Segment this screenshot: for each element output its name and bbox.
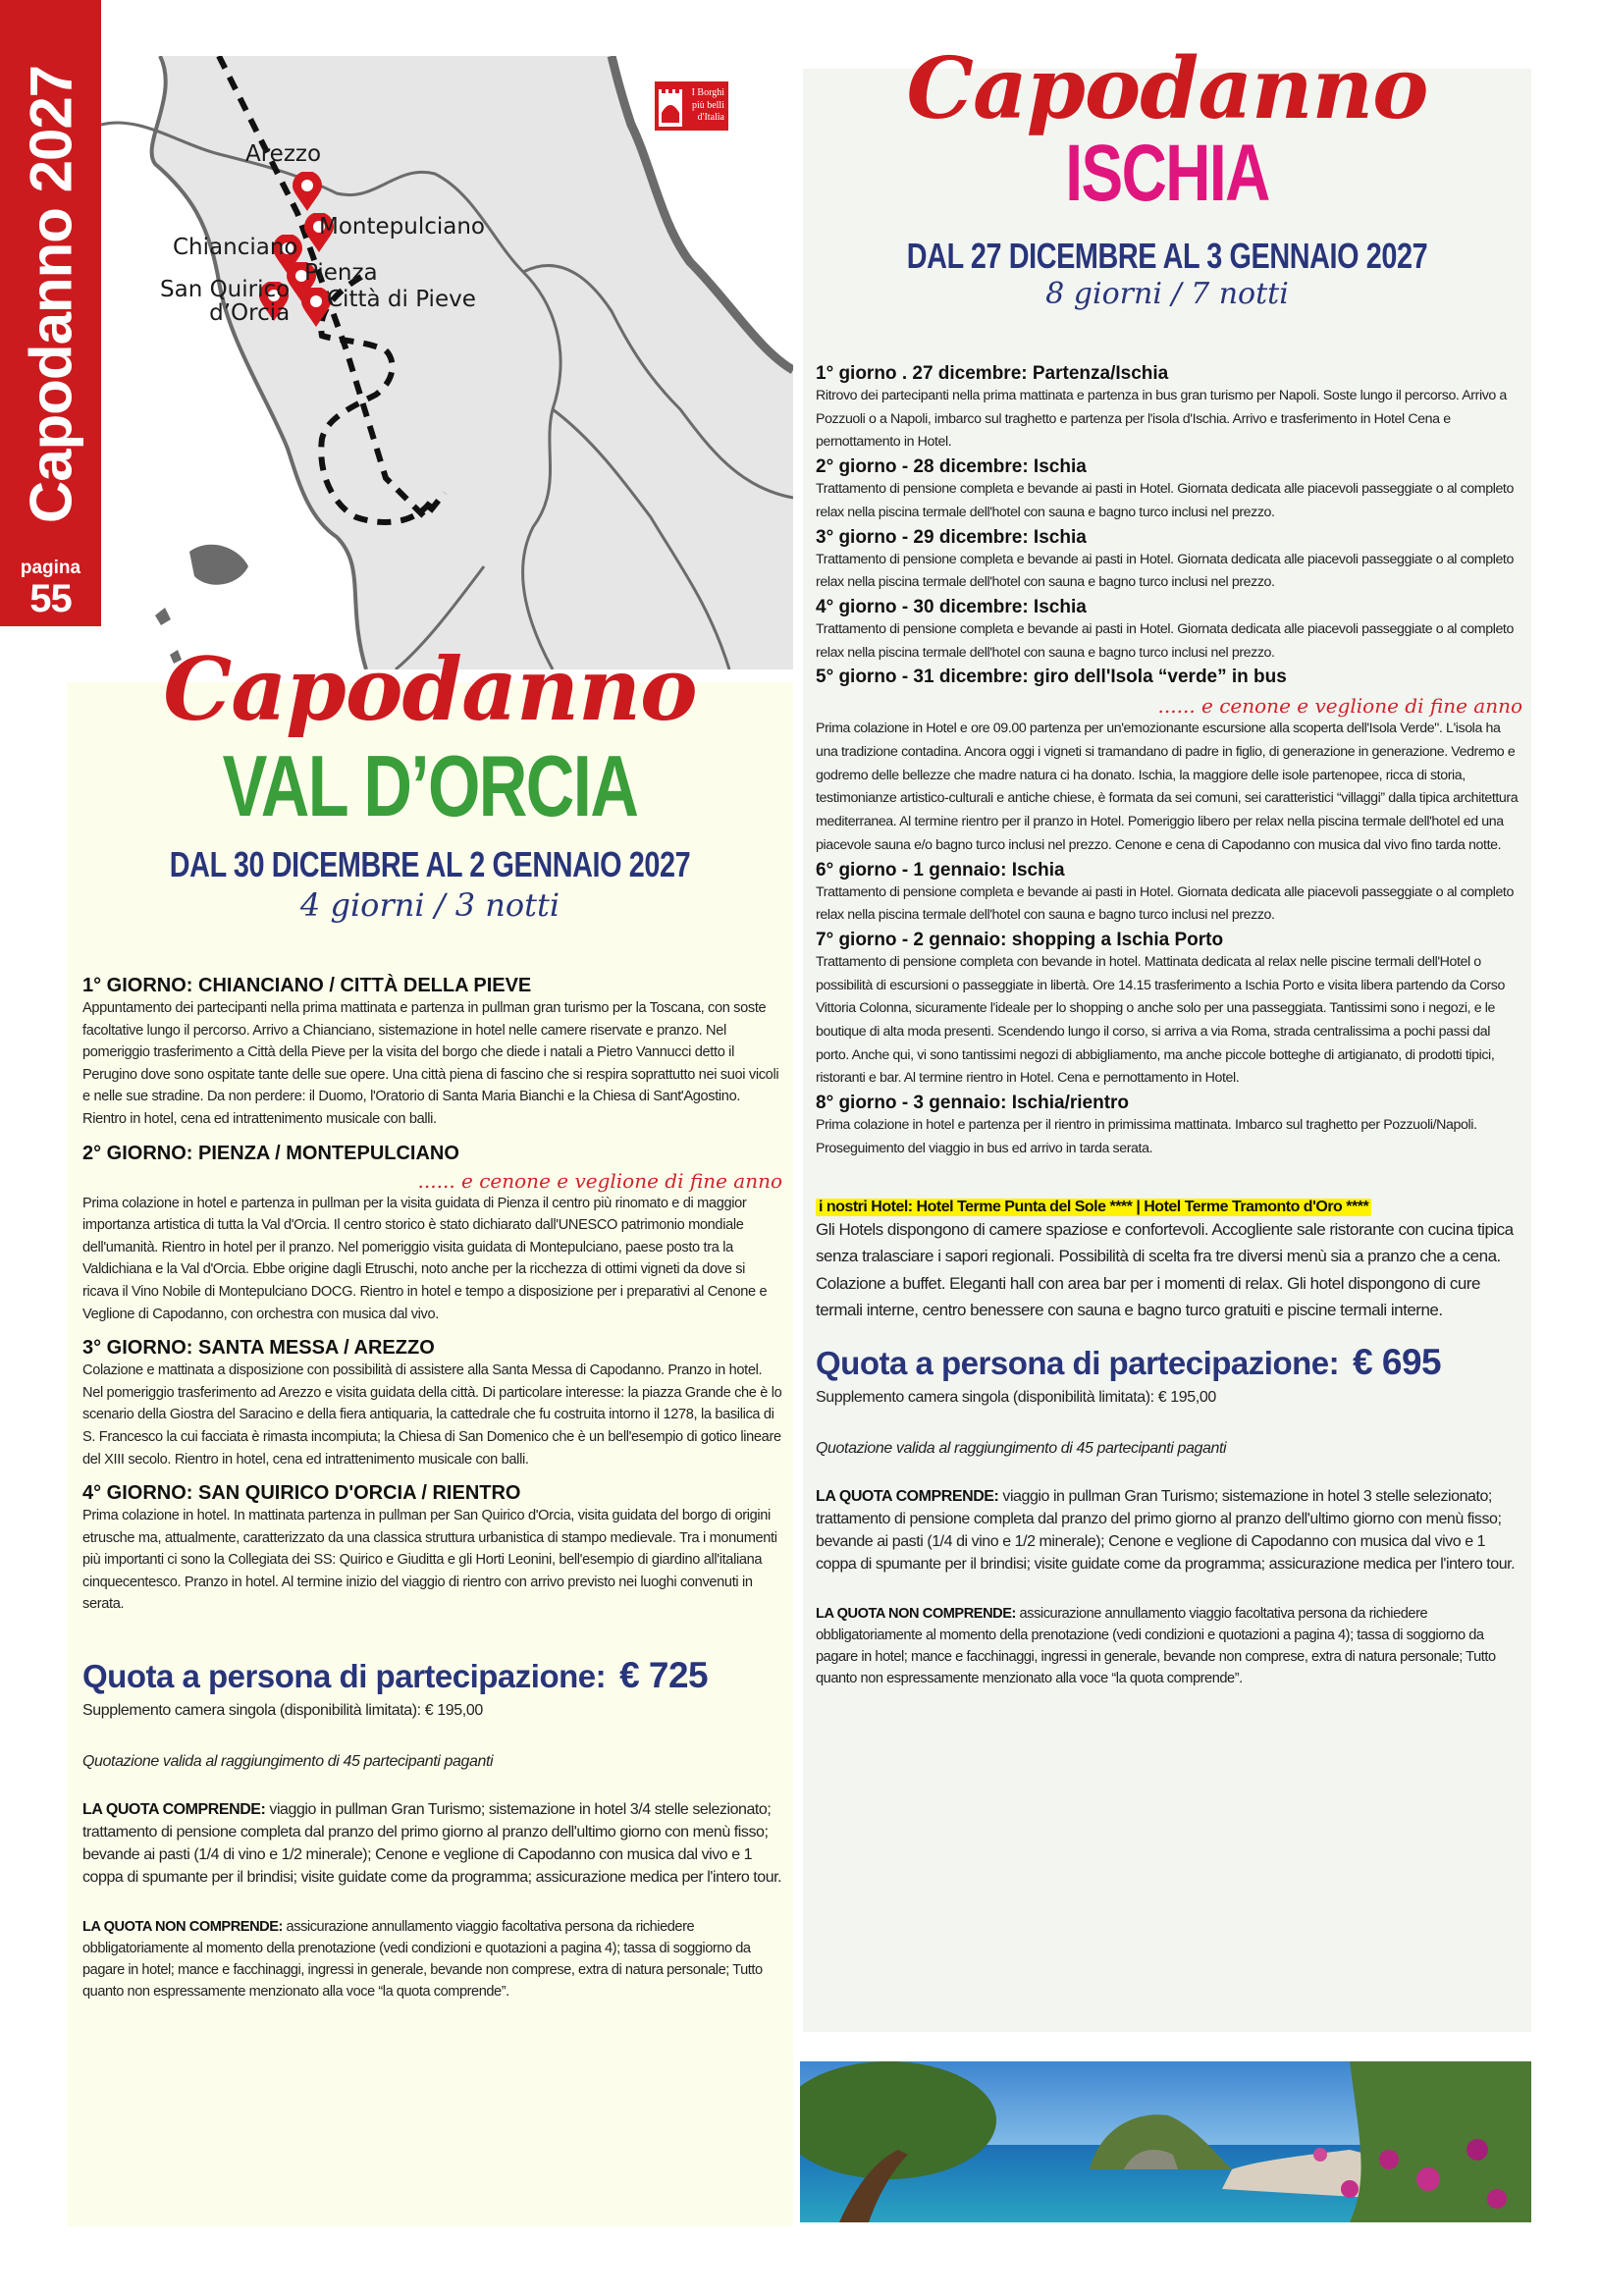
ischia-coast-photo bbox=[800, 2061, 1531, 2222]
day-title: 1° giorno . 27 dicembre: Partenza/Ischia bbox=[816, 363, 1169, 384]
day-title: 6° giorno - 1 gennaio: Ischia bbox=[816, 859, 1065, 881]
day-text: Colazione e mattinata a disposizione con possibilità di assistere alla Santa Messa di Capodanno. Pranzo in hotel. Nel pomeriggio trasferimento ad Arezzo e visita guidata della città. Di particolare interesse: la piazza Grande che è lo scenario della Giostra del Saracino e della fiera antiquaria, la cattedrale che fu costruita intorno il 1278, la basilica di S. Francesco la cui facciata è rimasta incompiuta; la Chiesa di San Domenico che è un bell'esempio di gotico lineare del XIII secolo. Rientro in hotel, cena ed intrattenimento musicale con balli. bbox=[82, 1362, 782, 1468]
sidebar-title: Capodanno 2027 bbox=[18, 65, 83, 524]
borghi-logo bbox=[655, 81, 728, 131]
includes bbox=[816, 1485, 1522, 1575]
excludes bbox=[816, 1603, 1522, 1689]
itinerary bbox=[816, 361, 1522, 1689]
val-dorcia-panel bbox=[67, 638, 793, 2226]
day-title: 2° GIORNO: PIENZA / MONTEPULCIANO bbox=[82, 1142, 459, 1164]
hotels-section bbox=[816, 1199, 1522, 1324]
day-title: 1° GIORNO: CHIANCIANO / CITTÀ DELLA PIEVE bbox=[82, 975, 532, 996]
sidebar-ribbon bbox=[0, 0, 101, 626]
day-text: Trattamento di pensione completa e bevande ai pasti in Hotel. Giornata dedicata alle piacevoli passeggiate o al completo relax nella piscina termale dell'hotel con sauna e bagno turco inclusi nel prezzo. bbox=[816, 620, 1514, 661]
day-title: 3° giorno - 29 dicembre: Ischia bbox=[816, 526, 1087, 548]
page-label: pagina bbox=[20, 558, 81, 578]
includes-label: LA QUOTA COMPRENDE: bbox=[82, 1801, 266, 1819]
trip-duration: 8 giorni / 7 notti bbox=[1045, 277, 1289, 311]
city-label-citta-di-pieve: Città di Pieve bbox=[327, 287, 476, 312]
day-title: 4° giorno - 30 dicembre: Ischia bbox=[816, 596, 1087, 617]
single-supplement: Supplemento camera singola (disponibilità limitata): € 195,00 bbox=[816, 1388, 1216, 1406]
day-text: Prima colazione in hotel e partenza per il rientro in primissima mattinata. Imbarco sul traghetto per Pozzuoli/Napoli. Proseguimento del viaggio in bus ed arrivo in tarda serata. bbox=[816, 1117, 1477, 1156]
city-label-montepulciano: Montepulciano bbox=[319, 214, 486, 240]
excludes-text: assicurazione annullamento viaggio facoltativa persona da richiedere obbligatoriamente al momento della prenotazione (vedi condizioni e quotazioni a pagina 4); tassa di soggiorno da pagare in hotel; mance e facchinaggi, ingressi in generale, bevande non comprese, extra di natura personale; Tutto quanto non espressamente menzionato alla voce “la quota comprende”. bbox=[82, 1919, 763, 2001]
day-text: Appuntamento dei partecipanti nella prima mattinata e partenza in pullman gran turismo per la Toscana, con soste facoltative lungo il percorso. Arrivo a Chianciano, sistemazione in hotel nelle camere riservate e pranzo. Nel pomeriggio trasferimento a Città della Pieve per la visita del borgo che diede i natali a Pietro Vannucci detto il Perugino dove sono ospitate tante delle sue opere. Una città piena di fascino che si respira soprattutto nei suoi vicoli e nelle sue stradine. Da non perdere: il Duomo, l'Oratorio di Santa Maria Bianchi e la Chiesa di Sant'Agostino. Rientro in hotel, cena ed intrattenimento musicale con balli. bbox=[82, 1000, 779, 1127]
script-title: Capodanno bbox=[163, 638, 697, 740]
script-title: Capodanno bbox=[906, 39, 1428, 138]
day-text: Trattamento di pensione completa e bevande ai pasti in Hotel. Giornata dedicata alle piacevoli passeggiate o al completo relax nella piscina termale dell'hotel con sauna e bagno turco inclusi nel prezzo. bbox=[816, 481, 1514, 520]
destination-title: ISCHIA bbox=[1065, 129, 1269, 218]
route-map bbox=[101, 56, 793, 669]
ischia-panel bbox=[803, 39, 1531, 2032]
trip-dates: DAL 27 DICEMBRE AL 3 GENNAIO 2027 bbox=[906, 236, 1428, 276]
city-label-san-quirico-line1: San Quirico bbox=[160, 277, 291, 302]
includes-text: viaggio in pullman Gran Turismo; sistemazione in hotel 3/4 stelle selezionato; trattamento di pensione completa dal pranzo del primo giorno al pranzo dell'ultimo giorno con menù fisso; bevande ai pasti (1/4 di vino e 1/2 minerale); Cenone e veglione di Capodanno con musica dal vivo e 1 coppa di spumante per il brindisi; visite guidate come da programma; assicurazione medica per l'intero tour. bbox=[82, 1801, 782, 1887]
hotels-text: Gli Hotels dispongono di camere spaziose e confortevoli. Accogliente sale ristorante con cucina tipica senza tralasciare i sapori regionali. Possibilità di scelta fra tre diversi menù sia a pranzo che a cena. Colazione a buffet. Eleganti hall con area bar per i momenti di relax. Gli hotel dispongono di cure termali interne, centro benessere con sauna e bagno turco gratuiti e piscine termali interne. bbox=[816, 1219, 1514, 1320]
itinerary bbox=[82, 967, 784, 2002]
validity-note: Quotazione valida al raggiungimento di 45 partecipanti paganti bbox=[816, 1439, 1227, 1457]
city-label-arezzo: Arezzo bbox=[245, 141, 322, 167]
excludes-text: assicurazione annullamento viaggio facoltativa persona da richiedere obbligatoriamente al momento della prenotazione (vedi condizioni e quotazioni a pagina 4); tassa di soggiorno da pagare in hotel; mance e facchinaggi, ingressi in generale, bevande non comprese, extra di natura personale; Tutto quanto non espressamente menzionato alla voce “la quota comprende”. bbox=[816, 1605, 1496, 1686]
price-line bbox=[82, 1655, 784, 1696]
day-text: Prima colazione in Hotel e ore 09.00 partenza per un'emozionante escursione alla scoperta dell'Isola Verde". L'isola ha una tradizione contadina. Ancora oggi i vigneti si tramandano di padre in figlio, di generazione in generazione. Vedremo e godremo delle bellezze che madre natura ci ha donato. Ischia, la maggiore delle isole partenopee, ricca di storia, testimonianze artistico-culturali e antiche chiese, è formata da sei comuni, sei caratteristici “villaggi” dalla tipica architettura mediterranea. Al termine rientro per il pranzo in Hotel. Pomeriggio libero per relax nella piscina termale dell'hotel ed una piacevole sauna e/o bagno turco inclusi nel prezzo. Cenone e cena di Capodanno con musica dal vivo fino tarda notte. bbox=[816, 721, 1519, 853]
trip-duration: 4 giorni / 3 notti bbox=[299, 886, 560, 924]
festive-note: ...... e cenone e veglione di fine anno bbox=[1157, 694, 1522, 719]
city-label-san-quirico bbox=[160, 278, 290, 325]
day-title: 4° GIORNO: SAN QUIRICO D'ORCIA / RIENTRO bbox=[82, 1482, 521, 1505]
validity-note: Quotazione valida al raggiungimento di 45 partecipanti paganti bbox=[82, 1753, 494, 1771]
city-label-chianciano: Chianciano bbox=[173, 235, 298, 260]
quota-label: Quota a persona di partecipazione: bbox=[82, 1658, 607, 1695]
hotels-title: i nostri Hotel: Hotel Terme Punta del Sole **** | Hotel Terme Tramonto d'Oro **** bbox=[816, 1199, 1371, 1216]
castle-tower-icon bbox=[659, 85, 682, 127]
price-line bbox=[816, 1342, 1522, 1383]
day-title: 7° giorno - 2 gennaio: shopping a Ischia Porto bbox=[816, 929, 1224, 950]
day-title: 2° giorno - 28 dicembre: Ischia bbox=[816, 456, 1087, 478]
price-value: € 695 bbox=[1353, 1341, 1442, 1382]
coast-photo-illustration bbox=[800, 2061, 1531, 2222]
excludes-label: LA QUOTA NON COMPRENDE: bbox=[816, 1605, 1016, 1622]
trip-dates: DAL 30 DICEMBRE AL 2 GENNAIO 2027 bbox=[169, 844, 691, 884]
day-text: Ritrovo dei partecipanti nella prima mattinata e partenza in bus gran turismo per Napoli. Soste lungo il percorso. Arrivo a Pozzuoli o a Napoli, imbarco sul traghetto e partenza per l'isola d'Ischia. Arrivo e trasferimento in Hotel Cena e pernottamento in Hotel. bbox=[816, 388, 1507, 451]
city-label-pienza: Pienza bbox=[304, 260, 378, 286]
quota-label: Quota a persona di partecipazione: bbox=[816, 1344, 1340, 1381]
day-text: Prima colazione in hotel e partenza in pullman per la visita guidata di Pienza il centro più rinomato e di maggior importanza artistica di tutta la Val d'Orcia. Il centro storico è stato dichiarato dall'UNESCO patrimonio mondiale dell'umanità. Rientro in hotel per il pranzo. Nel pomeriggio visita guidata di Montepulciano, paese posto tra la Valdichiana e la Val d'Orcia. Ebbe origine dagli Etruschi, noto anche per la ricchezza di ottimi vigneti da dove si ricava il Vino Nobile di Montepulciano DOCG. Rientro in hotel e tempo a disposizione per i preparativi al Cenone e Veglione di Capodanno, con orchestra con musica dal vivo. bbox=[82, 1195, 768, 1322]
day-text: Trattamento di pensione completa e bevande ai pasti in Hotel. Giornata dedicata alle piacevoli passeggiate o al completo relax nella piscina termale dell'hotel con sauna e bagno turco inclusi nel prezzo. bbox=[816, 551, 1514, 591]
day-title: 5° giorno - 31 dicembre: giro dell'Isola “verde” in bus bbox=[816, 667, 1287, 688]
day-title: 8° giorno - 3 gennaio: Ischia/rientro bbox=[816, 1093, 1130, 1114]
map-graphic bbox=[101, 56, 793, 669]
logo-text bbox=[682, 87, 724, 125]
price-value: € 725 bbox=[619, 1655, 709, 1696]
map-pin-icon bbox=[293, 172, 322, 211]
single-supplement: Supplemento camera singola (disponibilità limitata): € 195,00 bbox=[82, 1702, 483, 1720]
logo-line-3: d'Italia bbox=[697, 112, 724, 124]
day-text: Trattamento di pensione completa con bevande in hotel. Mattinata dedicata al relax nelle piscine termali dell'Hotel o possibilità di escursioni o passeggiate in libertà. Ore 14.15 trasferimento a Ischia Porto e visita libera partendo da Corso Vittoria Colonna, sicuramente l'ideale per lo shopping o anche solo per una passeggiata. Tantissimi sono i negozi, e le boutique di alta moda presenti. Scendendo lungo il corso, si arriva a via Roma, strada centralissima a pochi passi dal porto. Anche qui, vi sono tantissimi negozi di abbigliamento, ma anche piccole botteghe di artigianato, di prodotti tipici, ristoranti e bar. Al termine rientro in Hotel. Cena e pernottamento in Hotel. bbox=[816, 953, 1505, 1087]
includes-label: LA QUOTA COMPRENDE: bbox=[816, 1487, 999, 1505]
destination-title: VAL D’ORCIA bbox=[222, 737, 638, 834]
day-text: Prima colazione in hotel. In mattinata partenza in pullman per San Quirico d'Orcia, visita guidata del borgo di origini etrusche ma, attualmente, caratterizzato da una classica struttura urbanistica di stampo medievale. Tra i monumenti più importanti ci sono la Collegiata dei SS: Quirico e Giuditta e gli Horti Leonini, bell'esempio di giardino all'italiana cinquecentesco. Pranzo in hotel. Al termine inizio del viaggio di rientro con arrivo previsto nei luoghi convenuti in serata. bbox=[82, 1508, 777, 1613]
includes bbox=[82, 1798, 784, 1889]
city-label-san-quirico-line2: d’Orcia bbox=[209, 300, 291, 327]
excludes bbox=[82, 1916, 784, 2002]
festive-note: ...... e cenone e veglione di fine anno bbox=[417, 1168, 782, 1193]
logo-line-1: I Borghi bbox=[691, 87, 724, 99]
page-number: 55 bbox=[29, 577, 72, 620]
logo-line-2: più belli bbox=[691, 99, 724, 111]
day-title: 3° GIORNO: SANTA MESSA / AREZZO bbox=[82, 1337, 435, 1360]
excludes-label: LA QUOTA NON COMPRENDE: bbox=[82, 1919, 283, 1936]
day-text: Trattamento di pensione completa e bevande ai pasti in Hotel. Giornata dedicata alle piacevoli passeggiate o al completo relax nella piscina termale dell'hotel con sauna e bagno turco inclusi nel prezzo. bbox=[816, 883, 1514, 924]
includes-text: viaggio in pullman Gran Turismo; sistemazione in hotel 3 stelle selezionato; trattamento di pensione completa dal pranzo del primo giorno al pranzo dell'ultimo giorno con menù fisso; bevande ai pasti (1/4 di vino e 1/2 minerale); Cenone e veglione di Capodanno con musica dal vivo e 1 coppa di spumante per il brindisi; visite guidate come da programma; assicurazione medica per l'intero tour. bbox=[816, 1487, 1516, 1573]
